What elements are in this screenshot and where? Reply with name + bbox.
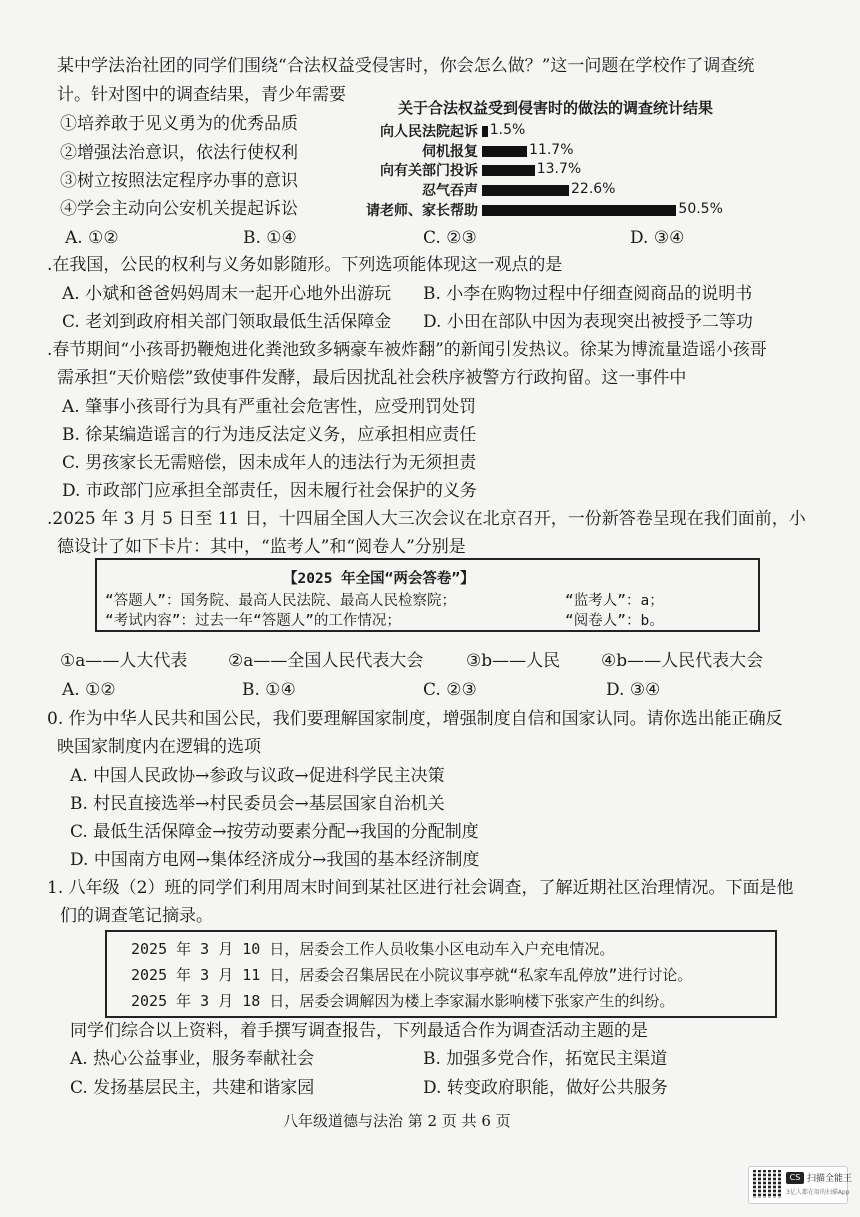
- q12-option-b[interactable]: B. 加强多党合作，拓宽民主渠道: [423, 1049, 668, 1069]
- q9-option-a[interactable]: A. 肇事小孩哥行为具有严重社会危害性，应受刑罚处罚: [62, 397, 477, 417]
- q8-stem: .在我国，公民的权利与义务如影随形。下列选项能体现这一观点的是: [47, 255, 563, 275]
- q7-option-b[interactable]: B. ①④: [243, 228, 297, 248]
- note-line-2: 2025 年 3 月 11 日，居委会召集居民在小院议事亭就“私家车乱停放”进行讨论。: [131, 966, 693, 984]
- card-title: 【2025 年全国“两会答卷”】: [283, 571, 475, 587]
- q7-stem-line1: 某中学法治社团的同学们围绕“合法权益受侵害时，你会怎么做？”这一问题在学校作了调查统: [57, 56, 755, 76]
- q9-stem-line1: .春节期间“小孩哥扔鞭炮进化粪池致多辆豪车被炸翻”的新闻引发热议。徐某为博流量造谣小孩哥: [47, 340, 767, 360]
- chart-value-label: 50.5%: [678, 200, 723, 217]
- q10-item-1: ①a——人大代表: [60, 651, 188, 671]
- scanner-tagline: 3亿人都在用的扫描App: [786, 1189, 850, 1196]
- exam-card: [95, 558, 760, 632]
- chart-bar: [482, 185, 569, 196]
- chart-category-label: 向有关部门投诉: [380, 163, 478, 180]
- q11-option-b[interactable]: B. 村民直接选举→村民委员会→基层国家自治机关: [70, 794, 445, 814]
- scanner-name: 扫描全能王: [807, 1174, 853, 1184]
- chart-bar: [482, 165, 535, 176]
- q9-stem-line2: 需承担“天价赔偿”致使事件发酵，最后因扰乱社会秩序被警方行政拘留。这一事件中: [57, 368, 687, 388]
- qr-code-icon: [753, 1170, 781, 1198]
- q10-stem-line2: 德设计了如下卡片：其中，“监考人”和“阅卷人”分别是: [57, 537, 466, 557]
- card-row2-right: “阅卷人”：b。: [565, 613, 664, 629]
- q7-option-c[interactable]: C. ②③: [423, 228, 477, 248]
- q10-stem-line1: .2025 年 3 月 5 日至 11 日，十四届全国人大三次会议在北京召开，一份新答卷呈现在我们面前，小: [47, 509, 806, 529]
- q10-item-3: ③b——人民: [466, 651, 561, 671]
- q11-option-c[interactable]: C. 最低生活保障金→按劳动要素分配→我国的分配制度: [70, 822, 479, 842]
- card-row2-left: “考试内容”：过去一年“答题人”的工作情况；: [105, 613, 401, 629]
- chart-category-label: 忍气吞声: [422, 183, 478, 200]
- note-line-1: 2025 年 3 月 10 日，居委会工作人员收集小区电动车入户充电情况。: [131, 940, 615, 958]
- q7-item-3: ③树立按照法定程序办事的意识: [60, 171, 298, 191]
- q12-option-d[interactable]: D. 转变政府职能，做好公共服务: [423, 1078, 668, 1098]
- q7-option-a[interactable]: A. ①②: [65, 228, 119, 248]
- chart-bar: [482, 146, 527, 157]
- q11-stem-line1: 0. 作为中华人民共和国公民，我们要理解国家制度，增强制度自信和国家认同。请你选出能正确反: [47, 709, 783, 729]
- card-row1-right: “监考人”：a；: [565, 593, 664, 609]
- q11-option-d[interactable]: D. 中国南方电网→集体经济成分→我国的基本经济制度: [70, 850, 480, 870]
- q8-option-a[interactable]: A. 小斌和爸爸妈妈周末一起开心地外出游玩: [62, 284, 392, 304]
- survey-notes-box: [105, 930, 777, 1018]
- chart-title: 关于合法权益受到侵害时的做法的调查统计结果: [398, 99, 714, 117]
- q9-option-d[interactable]: D. 市政部门应承担全部责任，因未履行社会保护的义务: [62, 481, 477, 501]
- q12-question: 同学们综合以上资料，着手撰写调查报告，下列最适合作为调查活动主题的是: [70, 1021, 648, 1041]
- q7-option-d[interactable]: D. ③④: [630, 228, 685, 248]
- q7-item-4: ④学会主动向公安机关提起诉讼: [60, 199, 298, 219]
- q12-stem-line1: 1. 八年级（2）班的同学们利用周末时间到某社区进行社会调查，了解近期社区治理情况。下面是他: [47, 878, 794, 898]
- q10-option-c[interactable]: C. ②③: [423, 680, 477, 700]
- chart-value-label: 13.7%: [536, 161, 582, 178]
- chart-category-label: 请老师、家长帮助: [366, 202, 478, 219]
- chart-value-label: 1.5%: [489, 122, 526, 138]
- q11-option-a[interactable]: A. 中国人民政协→参政与议政→促进科学民主决策: [70, 766, 445, 786]
- q7-item-2: ②增强法治意识，依法行使权利: [60, 143, 298, 163]
- q9-option-c[interactable]: C. 男孩家长无需赔偿，因未成年人的违法行为无须担责: [62, 453, 477, 473]
- page-footer: 八年级道德与法治 第 2 页 共 6 页: [283, 1112, 511, 1130]
- q10-item-4: ④b——人民代表大会: [601, 651, 764, 671]
- q12-stem-line2: 们的调查笔记摘录。: [60, 906, 213, 926]
- q8-option-b[interactable]: B. 小李在购物过程中仔细查阅商品的说明书: [423, 284, 753, 304]
- scanner-badge: [748, 1166, 853, 1204]
- chart-bar: [482, 205, 676, 216]
- chart-category-label: 向人民法院起诉: [380, 124, 478, 140]
- card-row1-left: “答题人”：国务院、最高人民法院、最高人民检察院；: [105, 593, 456, 609]
- q9-option-b[interactable]: B. 徐某编造谣言的行为违反法定义务，应承担相应责任: [62, 425, 477, 445]
- q7-stem-line2: 计。针对图中的调查结果，青少年需要: [57, 85, 346, 105]
- chart-category-label: 伺机报复: [422, 143, 478, 160]
- chart-bar: [482, 126, 488, 137]
- q11-stem-line2: 映国家制度内在逻辑的选项: [57, 737, 261, 757]
- q8-option-d[interactable]: D. 小田在部队中因为表现突出被授予二等功: [423, 312, 753, 332]
- scanner-logo: CS: [786, 1172, 804, 1184]
- q12-option-a[interactable]: A. 热心公益事业，服务奉献社会: [70, 1049, 315, 1069]
- note-line-3: 2025 年 3 月 18 日，居委会调解因为楼上李家漏水影响楼下张家产生的纠纷。: [131, 992, 675, 1010]
- q8-option-c[interactable]: C. 老刘到政府相关部门领取最低生活保障金: [62, 312, 392, 332]
- q10-item-2: ②a——全国人民代表大会: [228, 651, 424, 671]
- q7-item-1: ①培养敢于见义勇为的优秀品质: [60, 114, 298, 134]
- q10-option-d[interactable]: D. ③④: [606, 680, 661, 700]
- chart-value-label: 22.6%: [571, 181, 616, 198]
- q10-option-b[interactable]: B. ①④: [242, 680, 296, 700]
- q10-option-a[interactable]: A. ①②: [62, 680, 116, 700]
- chart-value-label: 11.7%: [529, 141, 574, 158]
- q12-option-c[interactable]: C. 发扬基层民主，共建和谐家园: [70, 1078, 315, 1098]
